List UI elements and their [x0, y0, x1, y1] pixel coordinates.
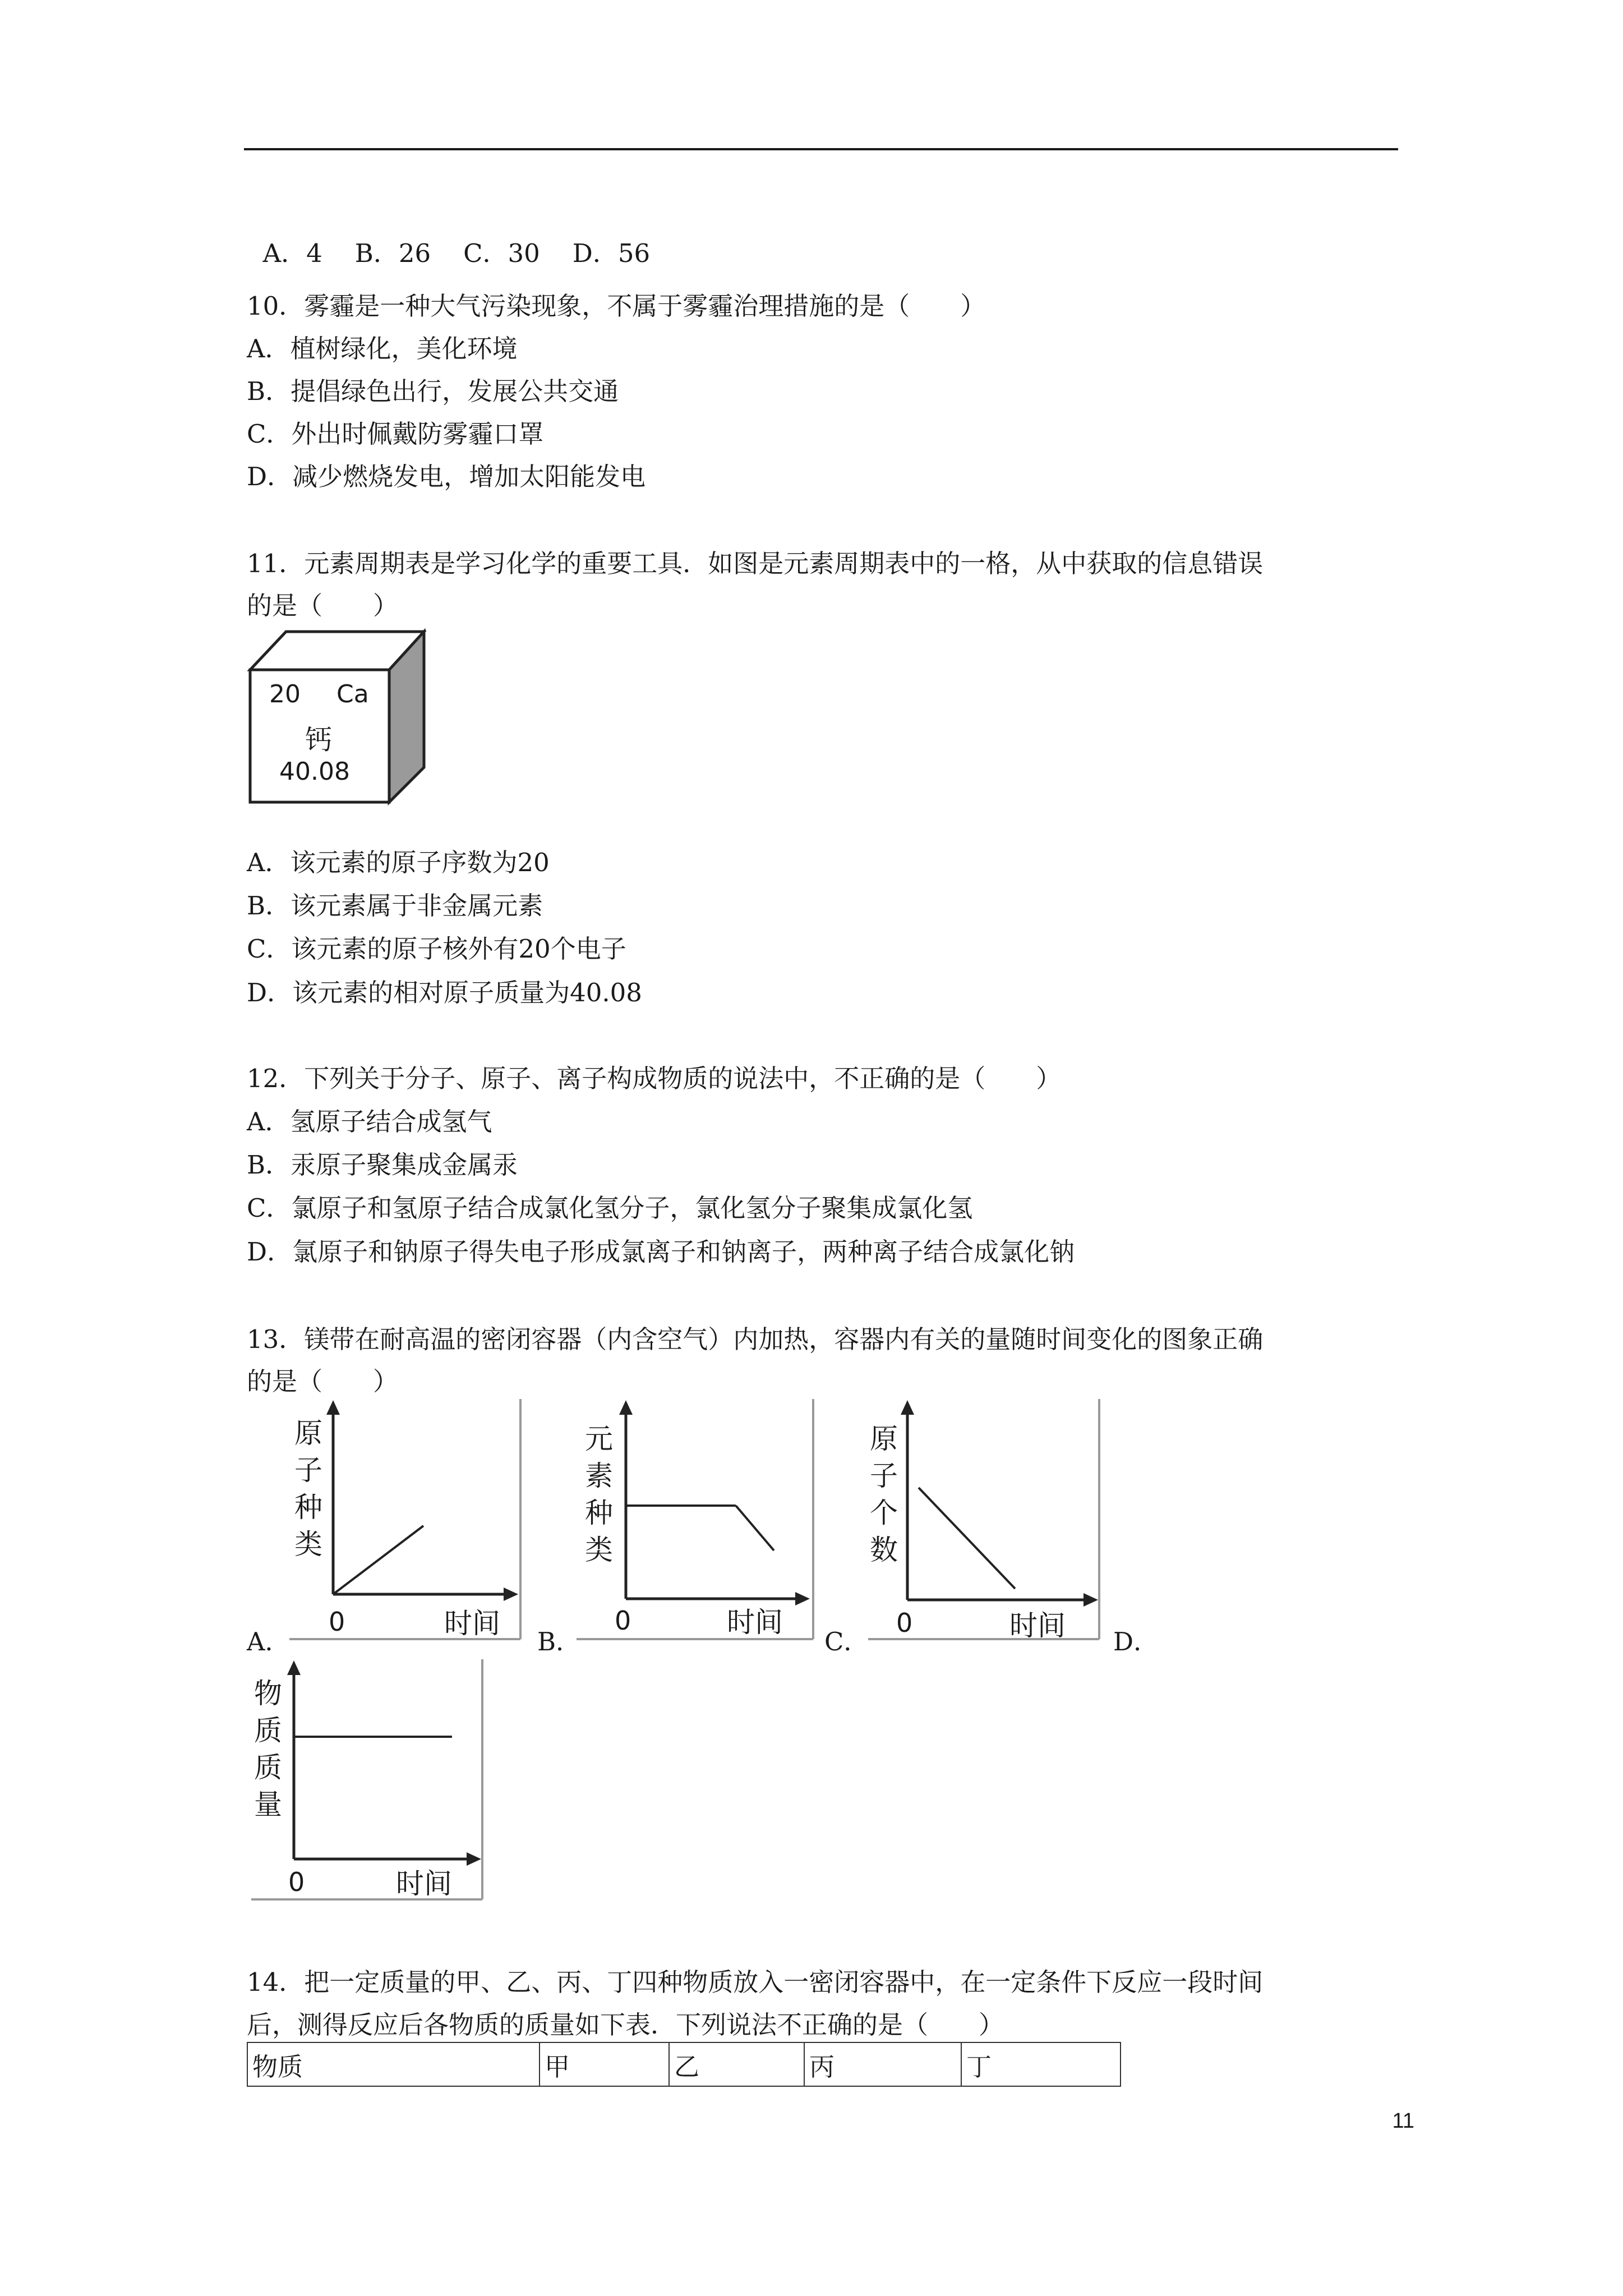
q12-stem: 12．下列关于分子、原子、离子构成物质的说法中，不正确的是（ ） — [247, 1064, 1062, 1093]
q14-stem-line1: 14．把一定质量的甲、乙、丙、丁四种物质放入一密闭容器中，在一定条件下反应一段时间 — [247, 1967, 1264, 1997]
q9-option-b: B．26 — [354, 238, 431, 268]
q9-option-c: C．30 — [463, 238, 540, 268]
graph-c-ylabel-char: 原 — [870, 1423, 898, 1455]
q11-option-a: A．该元素的原子序数为20 — [247, 848, 550, 877]
graph-d — [247, 1658, 488, 1905]
header-rule — [244, 148, 1398, 150]
table-header-cell: 丙 — [804, 2042, 961, 2086]
q13-stem-line1: 13．镁带在耐高温的密闭容器（内含空气）内加热，容器内有关的量随时间变化的图象正确 — [247, 1324, 1264, 1354]
graph-d-ylabel-char: 质 — [254, 1714, 282, 1747]
graph-a-label: A． — [247, 1627, 291, 1657]
element-number: 20 — [269, 680, 301, 708]
q10-stem: 10．雾霾是一种大气污染现象，不属于雾霾治理措施的是（ ） — [247, 291, 986, 321]
graph-a-ylabel-char: 类 — [294, 1528, 322, 1561]
q11-option-d: D．该元素的相对原子质量为40.08 — [247, 978, 642, 1007]
graph-a-ylabel-char: 原 — [294, 1417, 322, 1450]
graph-b-origin: 0 — [615, 1605, 631, 1636]
graph-a-xlabel: 时间 — [444, 1607, 500, 1640]
graph-b-ylabel-char: 类 — [585, 1534, 613, 1566]
graph-c — [864, 1398, 1110, 1645]
graph-c-ylabel-char: 数 — [870, 1534, 898, 1566]
graph-d-ylabel-char: 物 — [254, 1677, 282, 1710]
q12-option-b: B．汞原子聚集成金属汞 — [247, 1150, 518, 1180]
page-number: 11 — [1392, 2109, 1414, 2133]
q11-stem-line2: 的是（ ） — [247, 591, 399, 620]
q14-table — [247, 2042, 1121, 2087]
q11-option-c: C．该元素的原子核外有20个电子 — [247, 934, 626, 964]
graph-c-xlabel: 时间 — [1009, 1609, 1066, 1642]
graph-b-xlabel: 时间 — [727, 1606, 783, 1639]
q13-stem-line2: 的是（ ） — [247, 1366, 399, 1396]
q9-option-d: D．56 — [572, 238, 651, 268]
q14-stem-line2: 后，测得反应后各物质的质量如下表．下列说法不正确的是（ ） — [247, 2010, 1004, 2040]
q10-option-b: B．提倡绿色出行，发展公共交通 — [247, 376, 619, 406]
q9-option-a: A．4 — [262, 238, 322, 268]
graph-b — [572, 1398, 819, 1645]
table-header-cell: 甲 — [540, 2042, 669, 2086]
graph-b-label: B． — [537, 1627, 582, 1657]
graph-c-label: C． — [824, 1627, 869, 1657]
graph-a-origin: 0 — [329, 1607, 345, 1637]
element-name: 钙 — [305, 724, 333, 756]
graph-d-xlabel: 时间 — [396, 1867, 452, 1900]
q10-option-d: D．减少燃烧发电，增加太阳能发电 — [247, 462, 646, 491]
graph-c-ylabel-char: 子 — [870, 1460, 898, 1492]
element-mass: 40.08 — [279, 757, 350, 786]
q12-option-c: C．氯原子和氢原子结合成氯化氢分子，氯化氢分子聚集成氯化氢 — [247, 1193, 973, 1223]
graph-b-ylabel-char: 素 — [585, 1460, 613, 1492]
q9-options — [247, 203, 683, 270]
graph-c-origin: 0 — [896, 1608, 913, 1638]
q10-option-a: A．植树绿化，美化环境 — [247, 334, 518, 364]
table-row — [247, 2042, 1121, 2086]
q12-option-d: D．氯原子和钠原子得失电子形成氯离子和钠离子，两种离子结合成氯化钠 — [247, 1237, 1075, 1267]
graph-a-ylabel-char: 子 — [294, 1454, 322, 1487]
graph-a-ylabel-char: 种 — [294, 1491, 322, 1524]
graph-d-origin: 0 — [288, 1867, 305, 1897]
graph-b-ylabel-char: 元 — [585, 1423, 613, 1455]
graph-c-ylabel-char: 个 — [870, 1497, 898, 1529]
table-header-cell: 丁 — [961, 2042, 1121, 2086]
table-header-cell: 物质 — [247, 2042, 540, 2086]
table-header-cell: 乙 — [669, 2042, 804, 2086]
q11-stem-line1: 11．元素周期表是学习化学的重要工具．如图是元素周期表中的一格，从中获取的信息错误 — [247, 549, 1264, 578]
element-cell-figure — [247, 628, 426, 806]
q10-option-c: C．外出时佩戴防雾霾口罩 — [247, 419, 544, 449]
graph-d-label: D． — [1113, 1627, 1159, 1657]
element-symbol: Ca — [336, 680, 369, 708]
q11-option-b: B．该元素属于非金属元素 — [247, 891, 543, 921]
graph-a — [285, 1398, 526, 1645]
graph-d-ylabel-char: 质 — [254, 1751, 282, 1784]
q12-option-a: A．氢原子结合成氢气 — [247, 1107, 492, 1137]
graph-b-ylabel-char: 种 — [585, 1497, 613, 1529]
graph-d-ylabel-char: 量 — [254, 1788, 282, 1821]
